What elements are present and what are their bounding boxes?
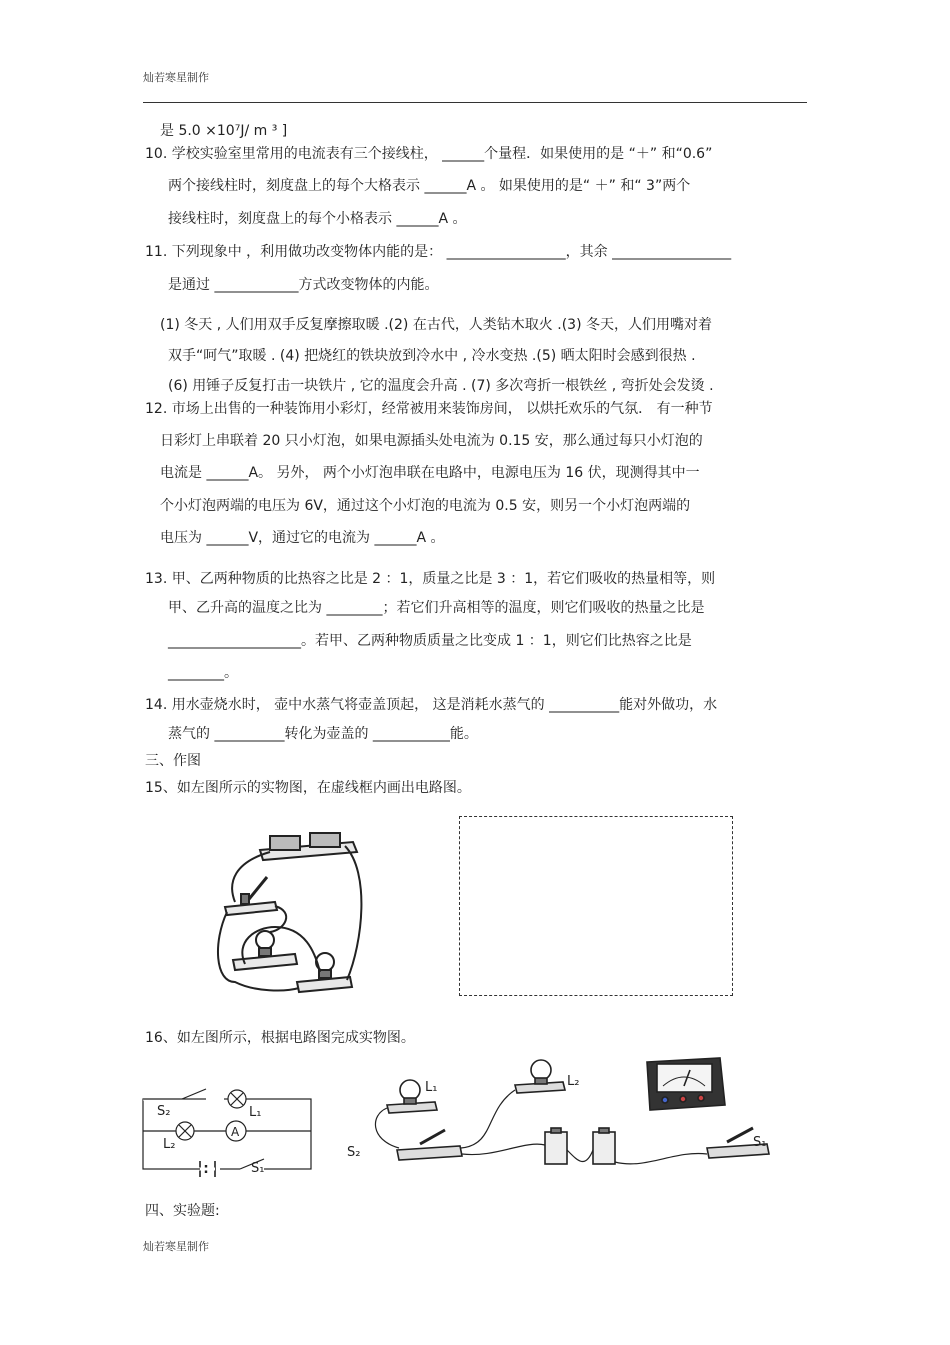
schematic-label-ammeter: A [231,1125,240,1139]
q11-line5: (6) 用锤子反复打击一块铁片 , 它的温度会升高 . (7) 多次弯折一根铁丝 , 弯折处会发烫 . [168,378,714,394]
header-rule [143,102,807,103]
q13-line2: 甲、乙升高的温度之比为 ________；若它们升高相等的温度，则它们吸收的热量之比是 [168,600,705,616]
q11-line3: (1) 冬天 , 人们用双手反复摩擦取暖 .(2) 在古代，人类钻木取火 .(3) 冬天，人们用嘴对着 [160,317,712,333]
q12-line3: 电流是 ______A。 另外， 两个小灯泡串联在电路中，电源电压为 16 伏，现测得其中一 [160,465,700,481]
schematic-label-l1: L₁ [249,1105,262,1120]
q13-line3: ___________________。若甲、乙两种物质质量之比变成 1 ：1，则它们比热容之比是 [168,633,692,649]
q15-text: 15、如左图所示的实物图，在虚线框内画出电路图。 [145,780,471,796]
q12-line4: 个小灯泡两端的电压为 6V，通过这个小灯泡的电流为 0.5 安，则另一个小灯泡两端的 [160,498,691,514]
q12-line1: 12. 市场上出售的一种装饰用小彩灯，经常被用来装饰房间， 以烘托欢乐的气氛． 有一种节 [145,401,713,417]
real-label-l2: L₂ [567,1074,580,1089]
q12-line5: 电压为 ______V，通过它的电流为 ______A 。 [160,530,445,546]
page-header: 灿若寒星制作 [143,71,209,84]
schematic-label-s2: S₂ [157,1104,171,1119]
q11-line4: 双手“呵气”取暖 . (4) 把烧红的铁块放到冷水中 , 冷水变热 .(5) 晒太阳时会感到很热 . [168,348,696,364]
q15-circuit-photo [215,832,365,1000]
answer-box[interactable] [459,816,733,996]
q14-line2: 蒸气的 __________转化为壶盖的 ___________能。 [168,726,478,742]
schematic-label-l2: L₂ [163,1137,176,1152]
q16-real-objects [365,1050,785,1180]
q13-line4: ________。 [168,665,238,681]
q10-line1: 10. 学校实验室里常用的电流表有三个接线柱， ______个量程．如果使用的是 “＋” 和“0.6” [145,146,713,162]
real-label-s2: S₂ [347,1145,361,1160]
schematic-label-s1: S₁ [251,1161,265,1176]
q10-line3: 接线柱时，刻度盘上的每个小格表示 ______A 。 [168,211,467,227]
real-label-s1: S₁ [753,1135,767,1150]
q9-tail: 是 5.0 ×10⁷J/ m ³ ] [160,123,288,139]
q14-line1: 14. 用水壶烧水时， 壶中水蒸气将壶盖顶起， 这是消耗水蒸气的 __________能对外做功，水 [145,697,718,713]
q16-schematic [140,1083,320,1183]
section-3-heading: 三、作图 [145,753,201,769]
section-4-heading: 四、实验题: [145,1203,220,1219]
q12-line2: 日彩灯上串联着 20 只小灯泡，如果电源插头处电流为 0.15 安，那么通过每只小灯泡的 [160,433,703,449]
q11-line2: 是通过 ____________方式改变物体的内能。 [168,277,439,293]
q11-line1: 11. 下列现象中 ，利用做功改变物体内能的是： _________________，其余 _________________ [145,244,732,260]
q16-text: 16、如左图所示，根据电路图完成实物图。 [145,1030,415,1046]
q13-line1: 13. 甲、乙两种物质的比热容之比是 2 ：1，质量之比是 3 ：1，若它们吸收的热量相等，则 [145,571,716,587]
page-footer: 灿若寒星制作 [143,1240,209,1253]
real-label-l1: L₁ [425,1080,438,1095]
q10-line2: 两个接线柱时，刻度盘上的每个大格表示 ______A 。 如果使用的是“ ＋” 和“ 3”两个 [168,178,691,194]
